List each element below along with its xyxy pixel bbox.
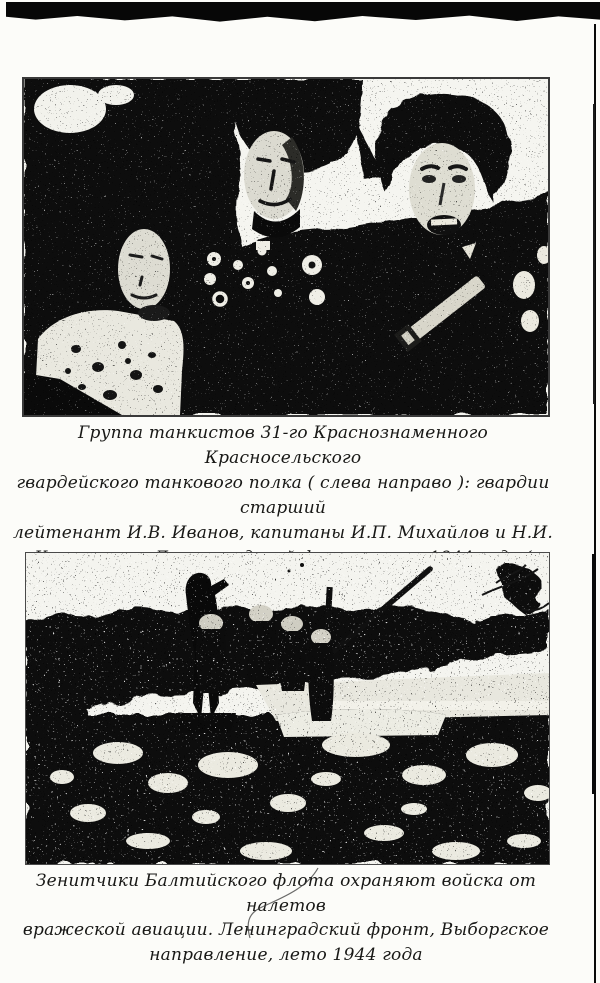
- scan-right-edge-artifact: [594, 24, 596, 983]
- caption-line: гвардейского танкового полка ( слева направо ): гвардии старший: [16, 473, 550, 518]
- caption-line: вражеской авиации. Ленинградский фронт, Выборгское: [22, 920, 550, 940]
- photo-tankers: [22, 77, 550, 417]
- caption-line: лейтенант И.В. Иванов, капитаны И.П. Михайлов и Н.И.: [13, 523, 553, 543]
- caption-line: Зенитчики Балтийского флота охраняют войска от налетов: [35, 871, 537, 916]
- caption-aa-gunners: [0, 869, 572, 967]
- scan-top-bar-artifact: [6, 2, 600, 22]
- photo-aa-gunners: [25, 552, 550, 865]
- photo-aa-gunners-image: [26, 553, 549, 864]
- caption-line: Группа танкистов 31-го Краснознаменного Красносельского: [78, 423, 488, 468]
- caption-line: направление, лето 1944 года: [149, 944, 423, 965]
- photo-tankers-image: [24, 79, 548, 415]
